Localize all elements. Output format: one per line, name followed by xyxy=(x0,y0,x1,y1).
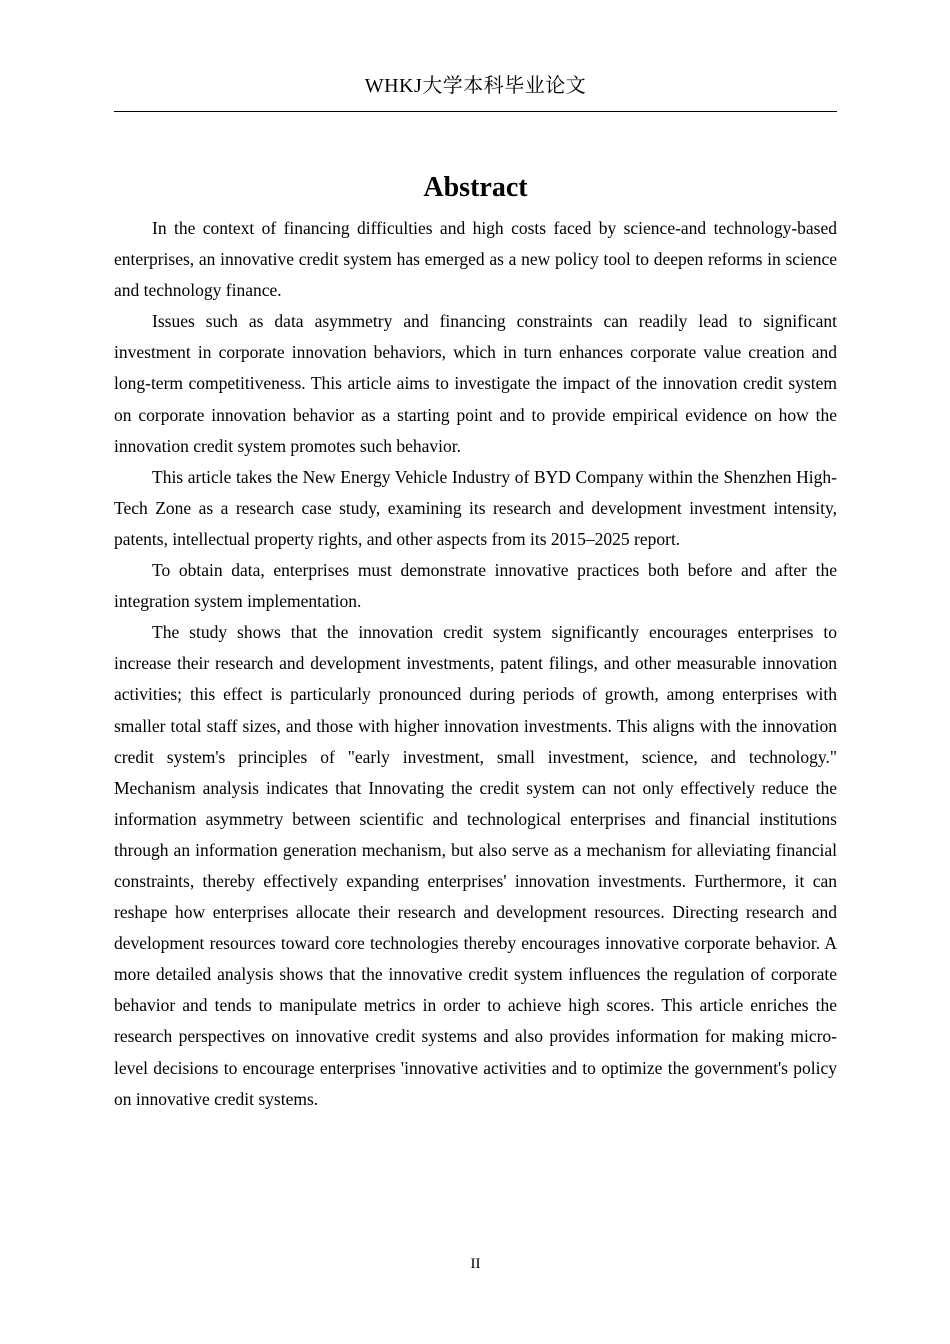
abstract-paragraph: This article takes the New Energy Vehicle Industry of BYD Company within the Shenzhen High-Tech Zone as a research case study, examining its research and development investment intensity, patents, intellectual property rights, and other aspects from its 2015–2025 report. xyxy=(114,466,837,549)
abstract-paragraph: To obtain data, enterprises must demonstrate innovative practices both before and after the integration system implementation. xyxy=(114,560,837,612)
abstract-body xyxy=(114,213,837,1115)
abstract-paragraph: In the context of financing difficulties and high costs faced by science-and technology-based enterprises, an innovative credit system has emerged as a new policy tool to deepen reforms in science and technology finance. xyxy=(114,218,837,301)
running-header: WHKJ大学本科毕业论文 xyxy=(364,75,587,97)
abstract-paragraph: Issues such as data asymmetry and financing constraints can readily lead to significant investment in corporate innovation behaviors, which in turn enhances corporate value creation and long-term competitiveness. This article aims to investigate the impact of the innovation credit system on corporate innovation behavior as a starting point and to provide empirical evidence on how the innovation credit system promotes such behavior. xyxy=(114,311,837,456)
header-divider xyxy=(114,111,837,112)
abstract-title: Abstract xyxy=(423,172,528,203)
abstract-paragraph: The study shows that the innovation credit system significantly encourages enterprises to increase their research and development investments, patent filings, and other measurable innovation activities; this effect is particularly pronounced during periods of growth, among enterprises with smaller total staff sizes, and those with higher innovation investments. This aligns with the innovation credit system's principles of "early investment, small investment, science, and technology." Mechanism analysis indicates that Innovating the credit system can not only effectively reduce the information asymmetry between scientific and technological enterprises and financial institutions through an information generation mechanism, but also serve as a mechanism for alleviating financial constraints, thereby effectively expanding enterprises' innovation investments. Furthermore, it can reshape how enterprises allocate their research and development resources. Directing research and development resources toward core technologies thereby encourages innovative corporate behavior. A more detailed analysis shows that the innovative credit system influences the regulation of corporate behavior and tends to manipulate metrics in order to achieve high scores. This article enriches the research perspectives on innovative credit systems and also provides information for making micro-level decisions to encourage enterprises 'innovative activities and to optimize the government's policy on innovative credit systems. xyxy=(114,622,837,1109)
page-number: II xyxy=(470,1256,481,1272)
